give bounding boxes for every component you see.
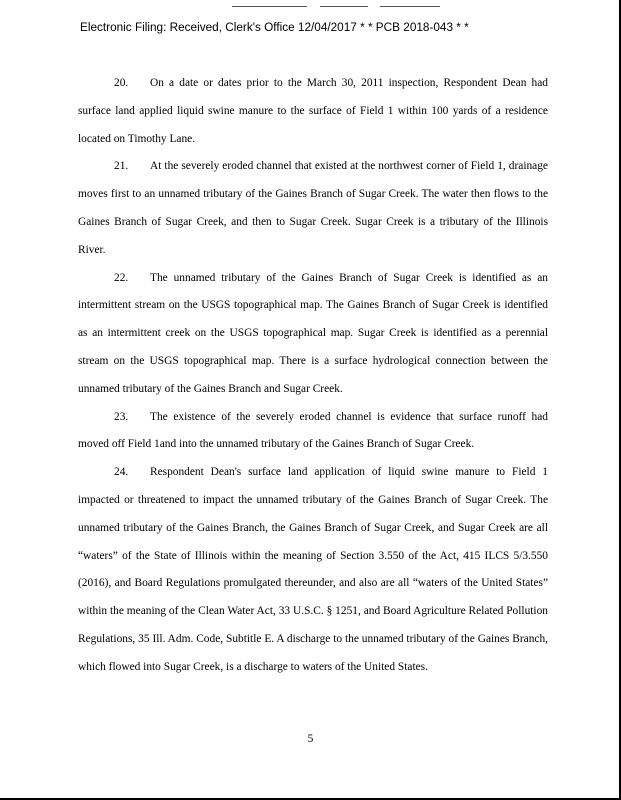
header-rule xyxy=(320,6,368,7)
paragraph-text: The unnamed tributary of the Gaines Branch of Sugar Creek is identified as an intermittent stream on the USGS topographical map. The Gaines Branch of Sugar Creek is identified as an intermittent creek on the USGS topographical map. Sugar Creek is identified as a perennial stream on the USGS topographical map. There is a surface hydrological connection between the unnamed tributary of the Gaines Branch and Sugar Creek. xyxy=(78,271,548,395)
paragraph-text: On a date or dates prior to the March 30, 2011 inspection, Respondent Dean had surface land applied liquid swine manure to the surface of Field 1 within 100 yards of a residence located on Timothy Lane. xyxy=(78,77,548,145)
paragraph-number: 22. xyxy=(114,271,129,284)
paragraph-number: 20. xyxy=(114,77,129,89)
page-number: 5 xyxy=(307,733,314,745)
paragraph-number: 24. xyxy=(114,466,129,479)
header-rule xyxy=(232,6,307,7)
header-rule xyxy=(380,6,440,7)
paragraph-number: 23. xyxy=(114,410,129,423)
paragraph-23 xyxy=(78,404,548,460)
paragraph-24 xyxy=(78,459,548,681)
document-body xyxy=(78,70,548,682)
paragraph-number: 21. xyxy=(114,160,129,173)
paragraph-22 xyxy=(78,265,548,404)
paragraph-text: At the severely eroded channel that existed at the northwest corner of Field 1, drainage moves first to an unnamed tributary of the Gaines Branch of Sugar Creek. The water then flows to the Gaines Branch of Sugar Creek, and then to Sugar Creek. Sugar Creek is a tributary of the Illinois River. xyxy=(78,160,548,256)
paragraph-text: Respondent Dean's surface land application of liquid swine manure to Field 1 impacted or threatened to impact the unnamed tributary of the Gaines Branch of Sugar Creek. The unnamed tributary of the Gaines Branch, the Gaines Branch of Sugar Creek, and Sugar Creek are all “waters” of the State of Illinois within the meaning of Section 3.550 of the Act, 415 ILCS 5/3.550 (2016), and Board Regulations promulgated thereunder, and also are all “waters of the United States” within the meaning of the Clean Water Act, 33 U.S.C. § 1251, and Board Agriculture Related Pollution Regulations, 35 Ill. Adm. Code, Subtitle E. A discharge to the unnamed tributary of the Gaines Branch, which flowed into Sugar Creek, is a discharge to waters of the United States. xyxy=(78,466,548,673)
filing-header: Electronic Filing: Received, Clerk's Office 12/04/2017 * * PCB 2018-043 * * xyxy=(80,20,469,34)
paragraph-21 xyxy=(78,153,548,264)
paragraph-text: The existence of the severely eroded channel is evidence that surface runoff had moved off Field 1and into the unnamed tributary of the Gaines Branch of Sugar Creek. xyxy=(78,410,548,451)
paragraph-20 xyxy=(78,70,548,153)
